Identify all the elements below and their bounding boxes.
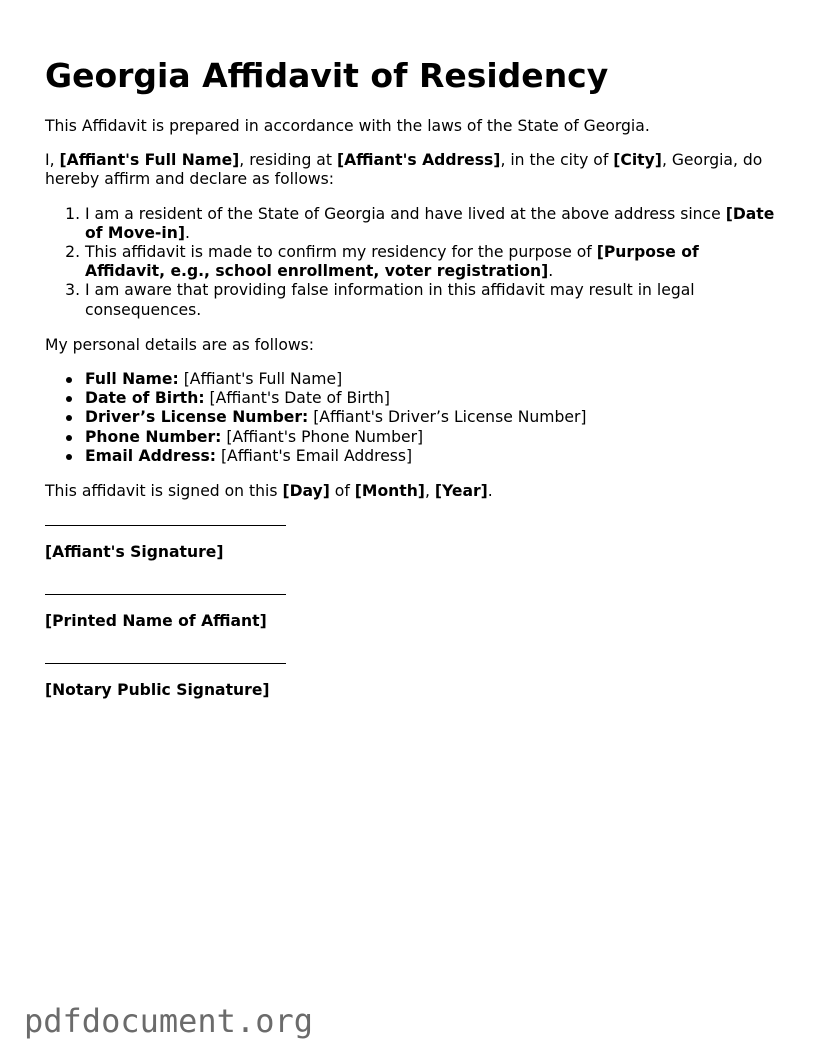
detail-value: [Affiant's Date of Birth] — [204, 389, 391, 408]
signature-item — [45, 663, 775, 700]
signed-paragraph — [45, 482, 775, 501]
statement-item — [85, 243, 775, 281]
affiant-signature-label: [Affiant's Signature] — [45, 543, 224, 562]
detail-item — [85, 428, 775, 447]
signed-text-1: This affidavit is signed on this — [45, 482, 283, 501]
detail-value: [Affiant's Phone Number] — [221, 427, 424, 446]
signature-block — [45, 525, 775, 700]
declaration-text-2: , residing at — [239, 151, 337, 170]
affiant-address-field: [Affiant's Address] — [336, 151, 501, 170]
signature-item — [45, 525, 775, 562]
signature-item — [45, 594, 775, 631]
month-field: [Month] — [354, 482, 425, 501]
declaration-paragraph — [45, 151, 775, 189]
statement-end: . — [548, 262, 554, 281]
watermark: pdfdocument.org — [24, 1002, 313, 1040]
detail-value: [Affiant's Email Address] — [216, 446, 413, 465]
detail-label: Date of Birth: — [85, 389, 205, 408]
detail-label: Phone Number: — [85, 427, 222, 446]
signed-text-2: of — [329, 482, 355, 501]
detail-label: Driver’s License Number: — [85, 408, 309, 427]
detail-item — [85, 389, 775, 408]
signed-text-3: , — [424, 482, 435, 501]
printed-name-label: [Printed Name of Affiant] — [45, 612, 267, 631]
statement-text: I am aware that providing false information in this affidavit may result in legal consequences. — [85, 281, 695, 319]
detail-item — [85, 370, 775, 389]
detail-value: [Affiant's Full Name] — [178, 370, 343, 389]
declaration-text-4: , Georgia, do hereby affirm and declare as follows: — [45, 151, 763, 189]
statement-item — [85, 205, 775, 243]
details-list — [45, 370, 775, 466]
intro-paragraph: This Affidavit is prepared in accordance with the laws of the State of Georgia. — [45, 117, 650, 135]
signature-line — [45, 525, 286, 526]
statement-item — [85, 281, 775, 319]
statement-text: I am a resident of the State of Georgia and have lived at the above address since — [85, 204, 726, 223]
signature-line — [45, 594, 286, 595]
city-field: [City] — [613, 151, 662, 170]
declaration-text-1: I, — [45, 151, 60, 170]
notary-signature-label: [Notary Public Signature] — [45, 681, 270, 700]
detail-label: Full Name: — [85, 370, 179, 389]
detail-label: Email Address: — [85, 446, 217, 465]
page-title: Georgia Affidavit of Residency — [45, 56, 609, 95]
statement-text: This affidavit is made to confirm my residency for the purpose of — [85, 243, 597, 262]
signature-line — [45, 663, 286, 664]
statements-list — [45, 205, 775, 320]
move-in-date-field: [Date of Move-in] — [85, 204, 775, 242]
detail-item — [85, 408, 775, 427]
day-field: [Day] — [282, 482, 330, 501]
detail-item — [85, 447, 775, 466]
signed-text-4: . — [487, 482, 493, 501]
purpose-field: [Purpose of Affidavit, e.g., school enrollment, voter registration] — [85, 243, 699, 281]
declaration-text-3: , in the city of — [500, 151, 614, 170]
statement-end: . — [184, 223, 190, 242]
year-field: [Year] — [434, 482, 488, 501]
affiant-name-field: [Affiant's Full Name] — [59, 151, 240, 170]
detail-value: [Affiant's Driver’s License Number] — [308, 408, 587, 427]
document-body — [45, 117, 775, 700]
details-intro: My personal details are as follows: — [45, 335, 315, 354]
